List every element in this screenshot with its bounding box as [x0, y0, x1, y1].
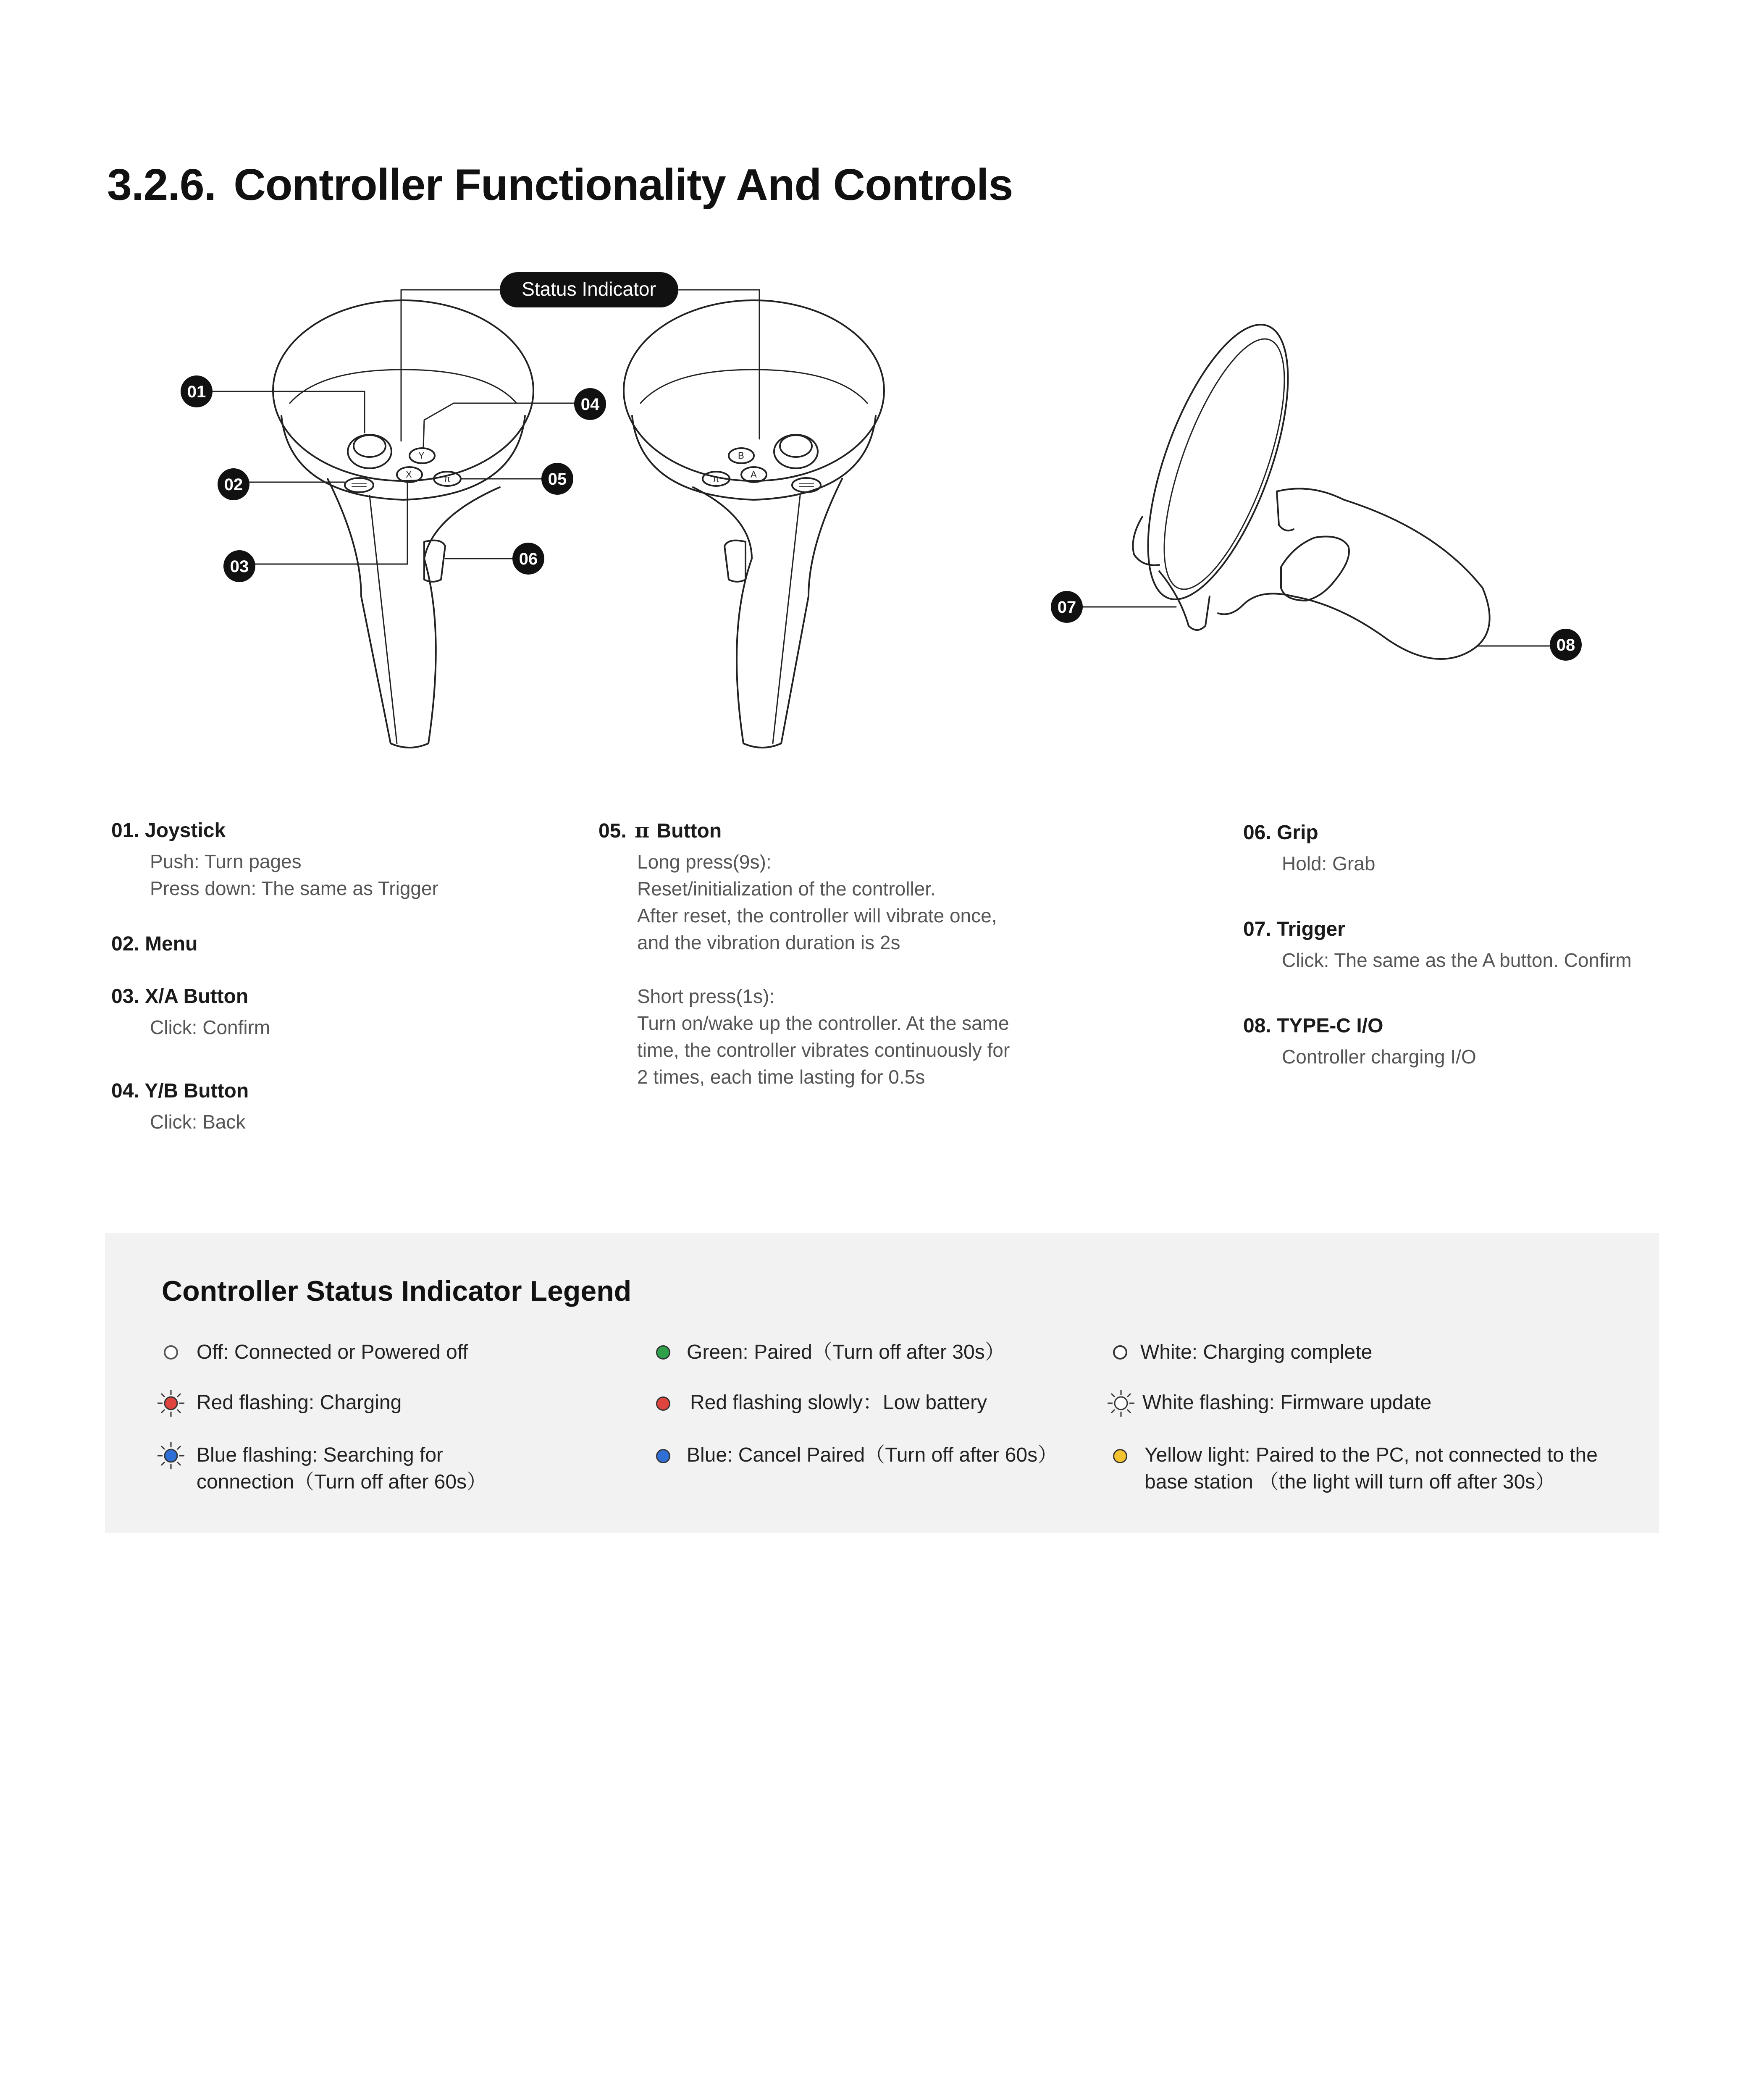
legend-blue-flashing	[197, 1442, 487, 1496]
legend-off: Off: Connected or Powered off	[197, 1341, 468, 1363]
callout-02	[218, 468, 249, 500]
callout-07-label: 07	[1057, 598, 1076, 617]
item-typec-body	[1282, 1043, 1476, 1070]
a-button-label: A	[751, 469, 757, 480]
item-pi-head-text: Button	[656, 820, 722, 842]
item-xa-line-1: Click: Confirm	[150, 1016, 270, 1038]
off-indicator-icon	[164, 1345, 178, 1360]
item-pi-line-7: Turn on/wake up the controller. At the same	[637, 1012, 1009, 1034]
callout-01	[181, 375, 213, 407]
pi-button-label-left: π	[444, 473, 451, 484]
section-title: Controller Functionality And Controls	[234, 160, 1013, 210]
status-legend	[105, 1233, 1659, 1533]
pi-button-label-right: π	[713, 473, 719, 484]
white-indicator-icon	[1113, 1345, 1127, 1360]
item-trigger-head: 07. Trigger	[1243, 918, 1345, 940]
item-yb-head: 04. Y/B Button	[111, 1080, 249, 1102]
item-typec-line-1: Controller charging I/O	[1282, 1046, 1476, 1068]
item-xa-head: 03. X/A Button	[111, 985, 249, 1008]
callout-03-label: 03	[230, 557, 249, 576]
item-pi-line-4: and the vibration duration is 2s	[637, 932, 900, 953]
item-typec-head: 08. TYPE-C I/O	[1243, 1015, 1383, 1037]
x-button-label: X	[406, 469, 412, 480]
legend-blue-flashing-line-2: connection（Turn off after 60s）	[197, 1471, 487, 1493]
legend-red-flashing: Red flashing: Charging	[197, 1391, 402, 1414]
callout-07	[1051, 591, 1083, 623]
item-joystick-head: 01. Joystick	[111, 819, 226, 842]
item-pi-line-6: Short press(1s):	[637, 985, 775, 1007]
callout-05-label: 05	[548, 470, 567, 488]
callout-08	[1550, 629, 1582, 661]
left-controller-drawing	[273, 300, 533, 748]
item-grip	[1243, 821, 1375, 877]
item-pi-button	[598, 819, 1010, 1090]
callout-04-label: 04	[580, 395, 600, 414]
legend-white: White: Charging complete	[1140, 1341, 1373, 1363]
legend-yellow-line-2: base station （the light will turn off after 30s）	[1144, 1471, 1556, 1493]
item-pi-head-number: 05.	[598, 820, 627, 842]
callout-01-label: 01	[187, 383, 206, 401]
item-joystick-line-1: Push: Turn pages	[150, 850, 302, 872]
white-flashing-icon	[1107, 1389, 1135, 1418]
callout-06-label: 06	[519, 550, 538, 568]
item-grip-body	[1282, 850, 1375, 877]
legend-yellow-line-1: Yellow light: Paired to the PC, not connected to the	[1144, 1444, 1598, 1466]
legend-yellow	[1144, 1442, 1598, 1496]
item-pi-line-2: Reset/initialization of the controller.	[637, 878, 936, 900]
callout-02-label: 02	[224, 475, 243, 494]
item-trigger-line-1: Click: The same as the A button. Confirm	[1282, 949, 1632, 971]
legend-red-slow: Red flashing slowly：Low battery	[690, 1391, 987, 1414]
item-pi-line-1: Long press(9s):	[637, 851, 772, 873]
b-button-label: B	[738, 450, 744, 461]
item-pi-line-9: 2 times, each time lasting for 0.5s	[637, 1066, 925, 1088]
item-grip-head: 06. Grip	[1243, 822, 1318, 844]
y-button-label: Y	[418, 450, 425, 461]
callout-05	[541, 463, 573, 495]
item-joystick-body	[150, 848, 438, 902]
callout-08-label: 08	[1556, 636, 1575, 654]
callout-03	[223, 550, 255, 582]
item-xa-button	[111, 985, 270, 1041]
item-pi-line-8: time, the controller vibrates continuously for	[637, 1039, 1010, 1061]
section-number: 3.2.6.	[107, 160, 216, 210]
pi-symbol-icon: π	[635, 819, 650, 843]
item-trigger-body	[1282, 947, 1632, 974]
legend-blue-flashing-line-1: Blue flashing: Searching for	[197, 1444, 444, 1466]
item-joystick	[111, 819, 438, 902]
item-yb-body	[150, 1108, 249, 1135]
item-menu	[111, 932, 197, 956]
item-trigger	[1243, 918, 1632, 974]
yellow-indicator-icon	[1113, 1449, 1127, 1463]
item-yb-button	[111, 1079, 249, 1135]
item-pi-line-3: After reset, the controller will vibrate once,	[637, 905, 997, 927]
callout-06	[512, 543, 544, 575]
item-xa-body	[150, 1014, 270, 1041]
item-pi-body	[637, 848, 1010, 1090]
item-joystick-line-2: Press down: The same as Trigger	[150, 877, 438, 899]
status-indicator-label: Status Indicator	[522, 278, 656, 300]
green-indicator-icon	[656, 1345, 670, 1360]
item-yb-line-1: Click: Back	[150, 1111, 246, 1133]
red-flashing-icon	[157, 1389, 185, 1418]
controller-diagram	[0, 0, 1764, 798]
item-pi-line-5	[637, 956, 1010, 983]
item-menu-head: 02. Menu	[111, 933, 198, 955]
blue-flashing-icon	[157, 1441, 185, 1470]
blue-indicator-icon	[656, 1449, 670, 1463]
legend-title: Controller Status Indicator Legend	[162, 1275, 632, 1307]
callout-04	[574, 388, 606, 420]
right-controller-drawing	[624, 300, 884, 748]
item-grip-line-1: Hold: Grab	[1282, 853, 1376, 874]
legend-blue: Blue: Cancel Paired（Turn off after 60s）	[687, 1444, 1058, 1466]
item-typec	[1243, 1014, 1476, 1070]
item-pi-head	[598, 819, 1010, 843]
legend-green: Green: Paired（Turn off after 30s）	[687, 1341, 1005, 1363]
red-slow-indicator-icon	[656, 1396, 670, 1411]
legend-white-flashing: White flashing: Firmware update	[1142, 1391, 1432, 1414]
